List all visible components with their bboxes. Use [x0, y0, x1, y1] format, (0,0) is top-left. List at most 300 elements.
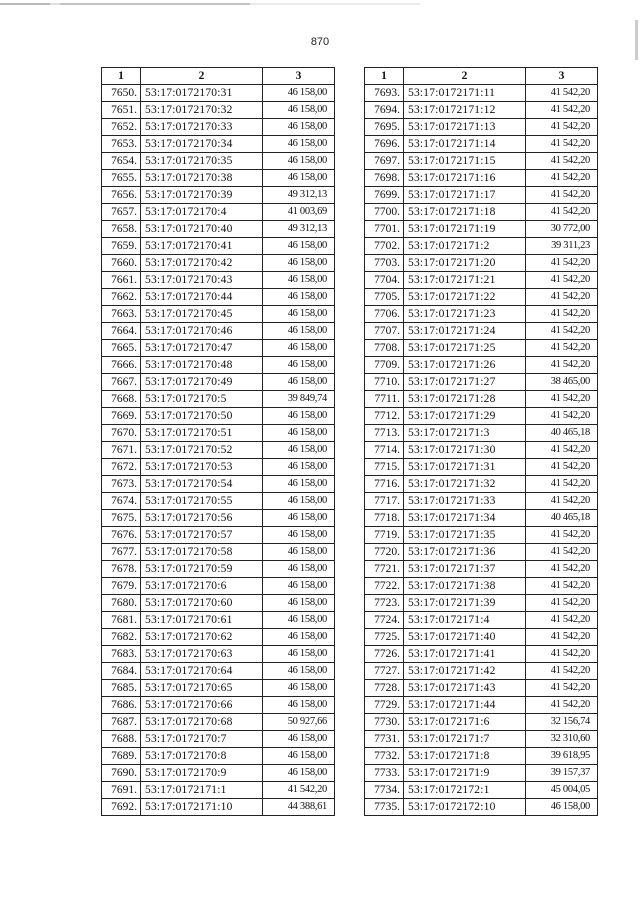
table-row — [102, 323, 335, 340]
row-number: 7705. — [365, 289, 404, 306]
row-number: 7693. — [365, 85, 404, 102]
cadastral-value: 41 003,69 — [263, 204, 335, 221]
cadastral-value: 45 004,05 — [526, 782, 598, 799]
cadastral-number: 53:17:0172170:53 — [141, 459, 263, 476]
cadastral-value: 46 158,00 — [263, 272, 335, 289]
row-number: 7709. — [365, 357, 404, 374]
header-row — [102, 68, 335, 85]
cadastral-number: 53:17:0172170:48 — [141, 357, 263, 374]
cadastral-number: 53:17:0172171:20 — [404, 255, 526, 272]
cadastral-number: 53:17:0172170:50 — [141, 408, 263, 425]
cadastral-value: 46 158,00 — [263, 119, 335, 136]
table-row — [365, 153, 598, 170]
table-row — [102, 697, 335, 714]
cadastral-value: 41 542,20 — [526, 459, 598, 476]
table-row — [365, 374, 598, 391]
row-number: 7666. — [102, 357, 141, 374]
row-number: 7707. — [365, 323, 404, 340]
cadastral-number: 53:17:0172171:23 — [404, 306, 526, 323]
table-row — [102, 119, 335, 136]
cadastral-number: 53:17:0172170:47 — [141, 340, 263, 357]
cadastral-value: 40 465,18 — [526, 510, 598, 527]
left-table — [101, 67, 335, 816]
row-number: 7735. — [365, 799, 404, 816]
table-row — [365, 748, 598, 765]
row-number: 7695. — [365, 119, 404, 136]
row-number: 7714. — [365, 442, 404, 459]
cadastral-number: 53:17:0172170:62 — [141, 629, 263, 646]
table-row — [365, 663, 598, 680]
table-row — [365, 238, 598, 255]
table-row — [102, 255, 335, 272]
cadastral-value: 46 158,00 — [263, 748, 335, 765]
cadastral-number: 53:17:0172171:10 — [141, 799, 263, 816]
table-row — [365, 544, 598, 561]
cadastral-value: 46 158,00 — [263, 442, 335, 459]
row-number: 7718. — [365, 510, 404, 527]
table-row — [102, 442, 335, 459]
row-number: 7658. — [102, 221, 141, 238]
cadastral-value: 46 158,00 — [263, 323, 335, 340]
cadastral-number: 53:17:0172171:25 — [404, 340, 526, 357]
row-number: 7703. — [365, 255, 404, 272]
cadastral-value: 46 158,00 — [263, 340, 335, 357]
table-row — [102, 357, 335, 374]
cadastral-value: 46 158,00 — [263, 153, 335, 170]
cadastral-number: 53:17:0172171:18 — [404, 204, 526, 221]
column-header-value: 3 — [263, 68, 335, 85]
table-row — [102, 289, 335, 306]
cadastral-value: 41 542,20 — [263, 782, 335, 799]
cadastral-number: 53:17:0172171:41 — [404, 646, 526, 663]
table-row — [365, 527, 598, 544]
table-row — [365, 510, 598, 527]
row-number: 7724. — [365, 612, 404, 629]
table-row — [365, 765, 598, 782]
row-number: 7650. — [102, 85, 141, 102]
cadastral-value: 39 157,37 — [526, 765, 598, 782]
cadastral-number: 53:17:0172171:27 — [404, 374, 526, 391]
cadastral-number: 53:17:0172171:29 — [404, 408, 526, 425]
table-row — [365, 204, 598, 221]
row-number: 7660. — [102, 255, 141, 272]
cadastral-number: 53:17:0172171:26 — [404, 357, 526, 374]
row-number: 7726. — [365, 646, 404, 663]
row-number: 7680. — [102, 595, 141, 612]
cadastral-number: 53:17:0172170:44 — [141, 289, 263, 306]
cadastral-number: 53:17:0172171:33 — [404, 493, 526, 510]
cadastral-value: 46 158,00 — [263, 136, 335, 153]
row-number: 7685. — [102, 680, 141, 697]
column-header-number: 1 — [365, 68, 404, 85]
cadastral-number: 53:17:0172171:9 — [404, 765, 526, 782]
cadastral-number: 53:17:0172171:42 — [404, 663, 526, 680]
table-row — [102, 680, 335, 697]
cadastral-value: 46 158,00 — [263, 663, 335, 680]
cadastral-number: 53:17:0172171:3 — [404, 425, 526, 442]
cadastral-number: 53:17:0172171:28 — [404, 391, 526, 408]
cadastral-value: 32 156,74 — [526, 714, 598, 731]
cadastral-number: 53:17:0172170:35 — [141, 153, 263, 170]
row-number: 7729. — [365, 697, 404, 714]
table-row — [365, 102, 598, 119]
table-row — [365, 782, 598, 799]
cadastral-value: 39 618,95 — [526, 748, 598, 765]
cadastral-value: 41 542,20 — [526, 85, 598, 102]
table-row — [102, 799, 335, 816]
table-row — [365, 425, 598, 442]
table-row — [102, 85, 335, 102]
cadastral-value: 46 158,00 — [263, 408, 335, 425]
row-number: 7667. — [102, 374, 141, 391]
table-row — [102, 187, 335, 204]
cadastral-value: 46 158,00 — [263, 493, 335, 510]
table-row — [102, 561, 335, 578]
row-number: 7682. — [102, 629, 141, 646]
cadastral-value: 46 158,00 — [263, 306, 335, 323]
cadastral-value: 41 542,20 — [526, 204, 598, 221]
table-row — [102, 408, 335, 425]
cadastral-value: 41 542,20 — [526, 697, 598, 714]
row-number: 7659. — [102, 238, 141, 255]
cadastral-value: 41 542,20 — [526, 340, 598, 357]
cadastral-number: 53:17:0172170:33 — [141, 119, 263, 136]
cadastral-number: 53:17:0172171:1 — [141, 782, 263, 799]
table-row — [365, 119, 598, 136]
table-row — [365, 629, 598, 646]
table-row — [365, 561, 598, 578]
cadastral-number: 53:17:0172170:55 — [141, 493, 263, 510]
cadastral-value: 46 158,00 — [263, 731, 335, 748]
cadastral-value: 46 158,00 — [263, 561, 335, 578]
table-row — [365, 170, 598, 187]
cadastral-number: 53:17:0172170:31 — [141, 85, 263, 102]
cadastral-value: 41 542,20 — [526, 357, 598, 374]
cadastral-number: 53:17:0172171:17 — [404, 187, 526, 204]
cadastral-value: 41 542,20 — [526, 663, 598, 680]
cadastral-value: 41 542,20 — [526, 612, 598, 629]
row-number: 7692. — [102, 799, 141, 816]
row-number: 7722. — [365, 578, 404, 595]
table-row — [365, 408, 598, 425]
left-table-body — [102, 85, 335, 816]
table-row — [365, 595, 598, 612]
cadastral-value: 41 542,20 — [526, 561, 598, 578]
column-header-cadastral: 2 — [404, 68, 526, 85]
table-row — [102, 629, 335, 646]
cadastral-value: 41 542,20 — [526, 544, 598, 561]
cadastral-number: 53:17:0172171:35 — [404, 527, 526, 544]
table-row — [102, 238, 335, 255]
row-number: 7699. — [365, 187, 404, 204]
cadastral-value: 46 158,00 — [263, 255, 335, 272]
table-row — [365, 442, 598, 459]
row-number: 7731. — [365, 731, 404, 748]
cadastral-number: 53:17:0172170:68 — [141, 714, 263, 731]
cadastral-number: 53:17:0172170:54 — [141, 476, 263, 493]
row-number: 7702. — [365, 238, 404, 255]
column-header-cadastral: 2 — [141, 68, 263, 85]
cadastral-number: 53:17:0172171:40 — [404, 629, 526, 646]
row-number: 7687. — [102, 714, 141, 731]
row-number: 7689. — [102, 748, 141, 765]
row-number: 7672. — [102, 459, 141, 476]
cadastral-value: 46 158,00 — [263, 697, 335, 714]
cadastral-value: 46 158,00 — [263, 629, 335, 646]
table-row — [365, 714, 598, 731]
cadastral-number: 53:17:0172171:4 — [404, 612, 526, 629]
cadastral-value: 46 158,00 — [263, 357, 335, 374]
cadastral-value: 46 158,00 — [263, 646, 335, 663]
row-number: 7727. — [365, 663, 404, 680]
cadastral-number: 53:17:0172171:12 — [404, 102, 526, 119]
row-number: 7704. — [365, 272, 404, 289]
cadastral-value: 46 158,00 — [263, 459, 335, 476]
row-number: 7717. — [365, 493, 404, 510]
cadastral-value: 49 312,13 — [263, 221, 335, 238]
row-number: 7681. — [102, 612, 141, 629]
row-number: 7733. — [365, 765, 404, 782]
cadastral-value: 41 542,20 — [526, 170, 598, 187]
table-row — [365, 357, 598, 374]
table-row — [102, 306, 335, 323]
row-number: 7706. — [365, 306, 404, 323]
cadastral-value: 41 542,20 — [526, 187, 598, 204]
table-row — [365, 578, 598, 595]
row-number: 7713. — [365, 425, 404, 442]
table-row — [102, 374, 335, 391]
cadastral-number: 53:17:0172170:52 — [141, 442, 263, 459]
row-number: 7656. — [102, 187, 141, 204]
table-row — [365, 612, 598, 629]
column-header-value: 3 — [526, 68, 598, 85]
cadastral-number: 53:17:0172170:41 — [141, 238, 263, 255]
table-row — [102, 340, 335, 357]
cadastral-value: 41 542,20 — [526, 306, 598, 323]
column-header-number: 1 — [102, 68, 141, 85]
table-row — [102, 459, 335, 476]
cadastral-number: 53:17:0172171:16 — [404, 170, 526, 187]
table-row — [102, 595, 335, 612]
cadastral-value: 41 542,20 — [526, 272, 598, 289]
cadastral-number: 53:17:0172170:60 — [141, 595, 263, 612]
cadastral-number: 53:17:0172171:13 — [404, 119, 526, 136]
row-number: 7734. — [365, 782, 404, 799]
page-number: 870 — [310, 36, 330, 48]
cadastral-value: 41 542,20 — [526, 680, 598, 697]
table-row — [102, 544, 335, 561]
cadastral-number: 53:17:0172170:56 — [141, 510, 263, 527]
table-row — [102, 714, 335, 731]
cadastral-number: 53:17:0172170:6 — [141, 578, 263, 595]
row-number: 7715. — [365, 459, 404, 476]
row-number: 7711. — [365, 391, 404, 408]
cadastral-value: 46 158,00 — [263, 578, 335, 595]
row-number: 7657. — [102, 204, 141, 221]
table-row — [365, 187, 598, 204]
cadastral-value: 30 772,00 — [526, 221, 598, 238]
row-number: 7679. — [102, 578, 141, 595]
row-number: 7723. — [365, 595, 404, 612]
table-row — [365, 306, 598, 323]
cadastral-value: 41 542,20 — [526, 153, 598, 170]
cadastral-number: 53:17:0172170:7 — [141, 731, 263, 748]
row-number: 7690. — [102, 765, 141, 782]
cadastral-number: 53:17:0172171:14 — [404, 136, 526, 153]
table-row — [365, 323, 598, 340]
row-number: 7732. — [365, 748, 404, 765]
cadastral-value: 46 158,00 — [263, 595, 335, 612]
table-row — [102, 425, 335, 442]
cadastral-number: 53:17:0172171:7 — [404, 731, 526, 748]
row-number: 7708. — [365, 340, 404, 357]
table-row — [102, 221, 335, 238]
cadastral-value: 46 158,00 — [263, 374, 335, 391]
cadastral-value: 41 542,20 — [526, 136, 598, 153]
cadastral-value: 41 542,20 — [526, 578, 598, 595]
row-number: 7653. — [102, 136, 141, 153]
cadastral-value: 46 158,00 — [263, 238, 335, 255]
row-number: 7675. — [102, 510, 141, 527]
scan-artifact — [0, 3, 420, 5]
row-number: 7719. — [365, 527, 404, 544]
cadastral-number: 53:17:0172171:11 — [404, 85, 526, 102]
cadastral-value: 46 158,00 — [526, 799, 598, 816]
row-number: 7688. — [102, 731, 141, 748]
table-row — [102, 782, 335, 799]
cadastral-value: 41 542,20 — [526, 527, 598, 544]
table-row — [365, 272, 598, 289]
right-table — [364, 67, 598, 816]
row-number: 7716. — [365, 476, 404, 493]
table-row — [102, 748, 335, 765]
cadastral-number: 53:17:0172171:43 — [404, 680, 526, 697]
table-row — [102, 391, 335, 408]
row-number: 7655. — [102, 170, 141, 187]
row-number: 7728. — [365, 680, 404, 697]
row-number: 7720. — [365, 544, 404, 561]
row-number: 7683. — [102, 646, 141, 663]
cadastral-number: 53:17:0172170:61 — [141, 612, 263, 629]
row-number: 7671. — [102, 442, 141, 459]
cadastral-number: 53:17:0172170:66 — [141, 697, 263, 714]
row-number: 7697. — [365, 153, 404, 170]
table-row — [365, 289, 598, 306]
cadastral-number: 53:17:0172170:64 — [141, 663, 263, 680]
row-number: 7684. — [102, 663, 141, 680]
cadastral-number: 53:17:0172171:34 — [404, 510, 526, 527]
cadastral-number: 53:17:0172170:43 — [141, 272, 263, 289]
cadastral-number: 53:17:0172171:44 — [404, 697, 526, 714]
row-number: 7664. — [102, 323, 141, 340]
cadastral-value: 46 158,00 — [263, 765, 335, 782]
cadastral-number: 53:17:0172171:39 — [404, 595, 526, 612]
right-table-body — [365, 85, 598, 816]
table-row — [365, 680, 598, 697]
cadastral-value: 49 312,13 — [263, 187, 335, 204]
cadastral-number: 53:17:0172170:34 — [141, 136, 263, 153]
cadastral-number: 53:17:0172171:30 — [404, 442, 526, 459]
cadastral-value: 41 542,20 — [526, 493, 598, 510]
row-number: 7663. — [102, 306, 141, 323]
row-number: 7661. — [102, 272, 141, 289]
cadastral-number: 53:17:0172171:22 — [404, 289, 526, 306]
table-row — [102, 136, 335, 153]
cadastral-value: 46 158,00 — [263, 612, 335, 629]
table-row — [102, 204, 335, 221]
row-number: 7691. — [102, 782, 141, 799]
row-number: 7677. — [102, 544, 141, 561]
cadastral-number: 53:17:0172170:42 — [141, 255, 263, 272]
table-row — [365, 340, 598, 357]
row-number: 7674. — [102, 493, 141, 510]
cadastral-number: 53:17:0172171:8 — [404, 748, 526, 765]
cadastral-number: 53:17:0172170:59 — [141, 561, 263, 578]
cadastral-value: 46 158,00 — [263, 102, 335, 119]
cadastral-value: 44 388,61 — [263, 799, 335, 816]
table-row — [102, 510, 335, 527]
cadastral-number: 53:17:0172170:45 — [141, 306, 263, 323]
cadastral-number: 53:17:0172170:63 — [141, 646, 263, 663]
row-number: 7668. — [102, 391, 141, 408]
cadastral-value: 41 542,20 — [526, 255, 598, 272]
table-row — [102, 765, 335, 782]
cadastral-number: 53:17:0172172:10 — [404, 799, 526, 816]
table-row — [102, 102, 335, 119]
cadastral-value: 41 542,20 — [526, 646, 598, 663]
table-row — [102, 493, 335, 510]
cadastral-number: 53:17:0172170:40 — [141, 221, 263, 238]
cadastral-value: 41 542,20 — [526, 408, 598, 425]
table-row — [365, 255, 598, 272]
cadastral-value: 39 849,74 — [263, 391, 335, 408]
row-number: 7686. — [102, 697, 141, 714]
table-row — [102, 476, 335, 493]
cadastral-value: 41 542,20 — [526, 391, 598, 408]
cadastral-number: 53:17:0172171:15 — [404, 153, 526, 170]
row-number: 7712. — [365, 408, 404, 425]
table-row — [102, 153, 335, 170]
row-number: 7725. — [365, 629, 404, 646]
table-row — [102, 527, 335, 544]
table-row — [365, 391, 598, 408]
row-number: 7701. — [365, 221, 404, 238]
row-number: 7665. — [102, 340, 141, 357]
cadastral-number: 53:17:0172171:37 — [404, 561, 526, 578]
cadastral-value: 46 158,00 — [263, 527, 335, 544]
row-number: 7670. — [102, 425, 141, 442]
row-number: 7654. — [102, 153, 141, 170]
row-number: 7694. — [365, 102, 404, 119]
table-row — [102, 731, 335, 748]
table-row — [102, 663, 335, 680]
table-row — [365, 476, 598, 493]
cadastral-value: 46 158,00 — [263, 544, 335, 561]
cadastral-number: 53:17:0172171:6 — [404, 714, 526, 731]
cadastral-number: 53:17:0172171:24 — [404, 323, 526, 340]
cadastral-value: 41 542,20 — [526, 119, 598, 136]
row-number: 7730. — [365, 714, 404, 731]
cadastral-value: 46 158,00 — [263, 510, 335, 527]
row-number: 7696. — [365, 136, 404, 153]
cadastral-number: 53:17:0172170:57 — [141, 527, 263, 544]
cadastral-number: 53:17:0172171:38 — [404, 578, 526, 595]
table-row — [365, 221, 598, 238]
cadastral-number: 53:17:0172171:36 — [404, 544, 526, 561]
cadastral-number: 53:17:0172170:8 — [141, 748, 263, 765]
cadastral-value: 50 927,66 — [263, 714, 335, 731]
row-number: 7669. — [102, 408, 141, 425]
